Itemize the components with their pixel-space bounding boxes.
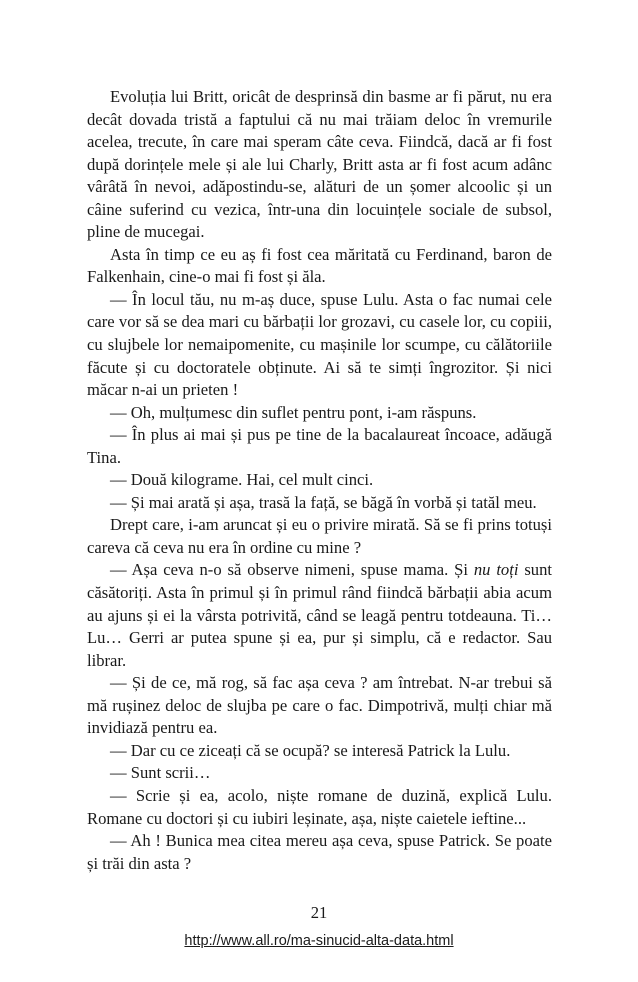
paragraph-10: — Și de ce, mă rog, să fac așa ceva ? am întrebat. N-ar trebui să mă rușinez deloc de slujba pe care o fac. Dimpotrivă, mulți chiar mă invidiază pentru ea. bbox=[87, 673, 552, 738]
paragraph-4: — Oh, mulțumesc din suflet pentru pont, i-am răspuns. bbox=[110, 402, 477, 422]
paragraph-8: Drept care, i-am aruncat și eu o privire mirată. Să se fi prins totuși careva că ceva nu era în ordine cu mine ? bbox=[87, 515, 552, 557]
paragraph-12: — Sunt scrii… bbox=[110, 763, 211, 783]
paragraph-2: Asta în timp ce eu aș fi fost cea măritată cu Ferdinand, baron de Falkenhain, cine-o mai fi fost și ăla. bbox=[87, 244, 552, 287]
emphasis-text: nu toți bbox=[473, 560, 519, 580]
paragraph-6: — Două kilograme. Hai, cel mult cinci. bbox=[110, 470, 374, 490]
paragraph-3: — În locul tău, nu m-aș duce, spuse Lulu. Asta o fac numai cele care vor să se dea mari cu bărbații lor grozavi, cu casele lor, cu copiii, cu slujbele lor nemaipomenite, cu mașinile lor scumpe, cu călătoriile făcute și cu doctoratele obținute. Ai să te simți îngrozitor. Și nici măcar n-ai un prieten ! bbox=[87, 289, 552, 400]
paragraph-9: — Așa ceva n-o să observe nimeni, spuse mama. Și nu toți sunt căsătoriți. Asta în primul și în primul rând fiindcă bărbații abia acum au ajuns și ei la vârsta potrivită, când se leagă pentru totdeauna. Ti… Lu… Gerri ar putea spune și ea, pur și simplu, că e redactor. Sau librar. bbox=[87, 560, 552, 670]
body-text bbox=[87, 86, 552, 875]
paragraph-7: — Și mai arată și așa, trasă la față, se băgă în vorbă și tatăl meu. bbox=[110, 492, 537, 512]
paragraph-11: — Dar cu ce ziceați că se ocupă? se interesă Patrick la Lulu. bbox=[110, 740, 511, 760]
page-number: 21 bbox=[310, 903, 328, 922]
paragraph-5: — În plus ai mai și pus pe tine de la bacalaureat încoace, adăugă Tina. bbox=[87, 425, 552, 467]
source-link[interactable]: http://www.all.ro/ma-sinucid-alta-data.html bbox=[184, 933, 454, 949]
paragraph-1: Evoluția lui Britt, oricât de desprinsă din basme ar fi părut, nu era decât dovada tristă a faptului că nu mai trăiam deloc în vremurile acelea, trecute, în care mai speram câte ceva. Fiindcă, dacă ar fi fost după dorințele mele și ale lui Charly, Britt asta ar fi fost acum adânc vârâtă în nevoi, adăpostindu-se, alături de un șomer alcoolic și un câine suferind cu vezica, într-una din locuințele sociale de subsol, pline de mucegai. bbox=[87, 87, 552, 242]
paragraph-14: — Ah ! Bunica mea citea mereu așa ceva, spuse Patrick. Se poate și trăi din asta ? bbox=[87, 831, 552, 873]
paragraph-13: — Scrie și ea, acolo, niște romane de duzină, explică Lulu. Romane cu doctori și cu iubiri leșinate, așa, niște caietele ieftine... bbox=[87, 785, 552, 828]
